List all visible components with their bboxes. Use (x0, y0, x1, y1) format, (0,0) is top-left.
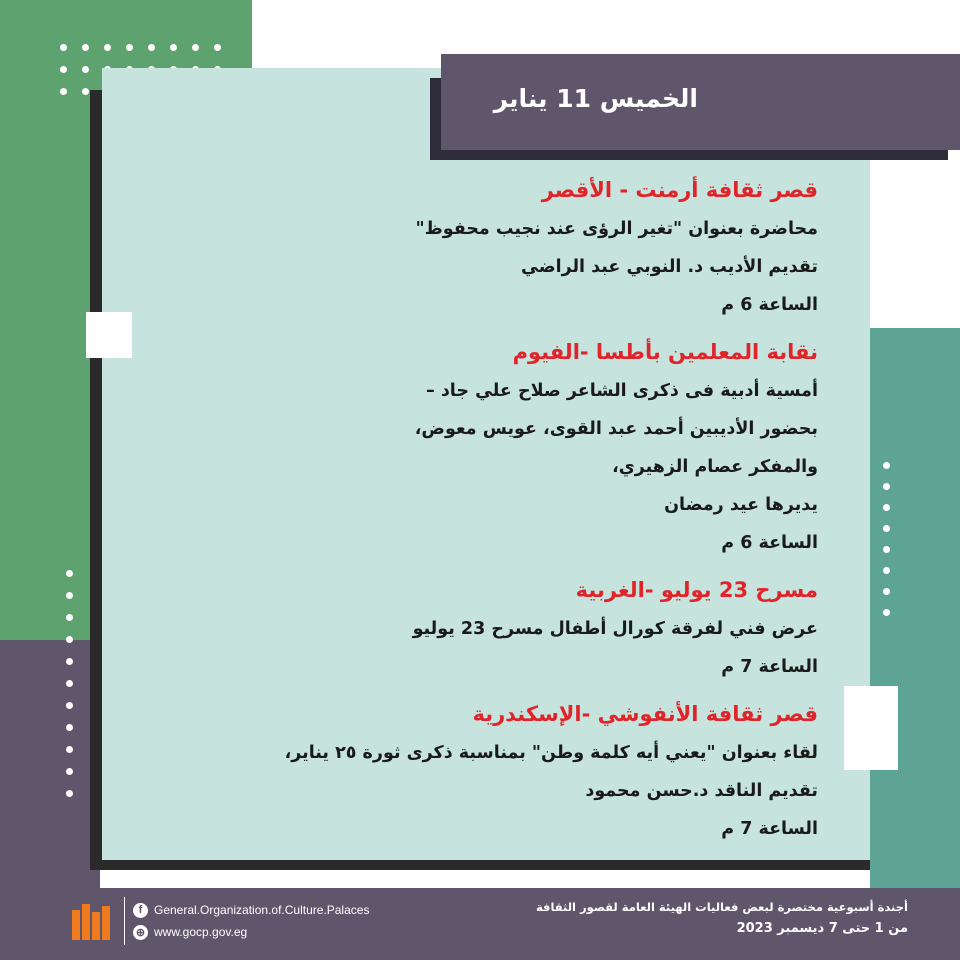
social-links (133, 899, 369, 943)
event-venue: قصر ثقافة الأنفوشي -الإسكندرية (472, 702, 818, 726)
decorative-dot (82, 66, 89, 73)
decorative-dot (214, 44, 221, 51)
date-title: الخميس 11 يناير (493, 84, 698, 113)
agenda-caption (535, 897, 908, 941)
decorative-dot (192, 44, 199, 51)
decorative-square-left (86, 312, 132, 358)
decorative-dot (883, 504, 890, 511)
decorative-dot (883, 462, 890, 469)
decorative-dot (60, 88, 67, 95)
decorative-dot (126, 44, 133, 51)
dot-column-left (66, 570, 73, 797)
agenda-title: أجندة أسبوعية مختصرة لبعض فعاليات الهيئة العامة لقصور الثقافة (535, 900, 908, 914)
facebook-link[interactable] (133, 899, 369, 921)
decorative-dot (66, 636, 73, 643)
decorative-dot (82, 88, 89, 95)
event-line: بحضور الأديبين أحمد عبد القوى، عويس معوض، (414, 419, 818, 439)
event-section (158, 570, 818, 686)
decorative-dot (60, 44, 67, 51)
event-line: والمفكر عصام الزهيري، (612, 457, 818, 477)
event-time: الساعة 7 م (721, 819, 818, 839)
decorative-dot (66, 702, 73, 709)
event-line: يديرها عيد رمضان (664, 495, 818, 515)
decorative-dot (66, 614, 73, 621)
date-header (441, 54, 960, 150)
event-line: محاضرة بعنوان "تغير الرؤى عند نجيب محفوظ" (415, 219, 818, 239)
purple-background-block (0, 640, 100, 920)
event-line: تقديم الأديب د. النوبي عبد الراضي (520, 257, 818, 277)
decorative-dot (60, 66, 67, 73)
footer-contact (72, 897, 369, 945)
decorative-dot (66, 768, 73, 775)
decorative-dot (66, 658, 73, 665)
event-venue: مسرح 23 يوليو -الغربية (575, 578, 818, 602)
decorative-dot (66, 790, 73, 797)
decorative-dot (883, 609, 890, 616)
event-line: لقاء بعنوان "يعني أيه كلمة وطن" بمناسبة ذكرى ثورة ٢٥ يناير، (284, 743, 818, 763)
facebook-icon: f (133, 903, 148, 918)
events-list (158, 170, 818, 856)
agenda-range: من 1 حتى 7 ديسمبر 2023 (736, 921, 908, 936)
decorative-dot (104, 44, 111, 51)
gocp-logo-icon (72, 902, 116, 940)
footer-divider (124, 897, 125, 945)
decorative-dot (82, 44, 89, 51)
website-link[interactable] (133, 921, 369, 943)
decorative-dot (883, 525, 890, 532)
event-section (158, 170, 818, 324)
globe-icon: ⊕ (133, 925, 148, 940)
event-line: عرض فني لفرقة كورال أطفال مسرح 23 يوليو (412, 619, 818, 639)
event-time: الساعة 7 م (721, 657, 818, 677)
decorative-dot (883, 546, 890, 553)
decorative-dot (66, 680, 73, 687)
event-time: الساعة 6 م (721, 533, 818, 553)
decorative-dot (66, 724, 73, 731)
decorative-dot (883, 483, 890, 490)
event-time: الساعة 6 م (721, 295, 818, 315)
event-line: تقديم الناقد د.حسن محمود (585, 781, 818, 801)
decorative-dot (66, 592, 73, 599)
website-label: www.gocp.gov.eg (154, 925, 248, 939)
decorative-dot (883, 567, 890, 574)
event-venue: نقابة المعلمين بأطسا -الفيوم (512, 340, 818, 364)
decorative-dot (66, 746, 73, 753)
event-venue: قصر ثقافة أرمنت - الأقصر (541, 178, 818, 202)
decorative-dot (883, 588, 890, 595)
event-line: أمسية أدبية فى ذكرى الشاعر صلاح علي جاد – (425, 381, 818, 401)
event-section (158, 332, 818, 562)
decorative-square-right (844, 686, 898, 770)
decorative-dot (148, 44, 155, 51)
dot-column-right (883, 462, 890, 616)
decorative-dot (170, 44, 177, 51)
facebook-label: General.Organization.of.Culture.Palaces (154, 903, 370, 917)
event-section (158, 694, 818, 848)
decorative-dot (66, 570, 73, 577)
